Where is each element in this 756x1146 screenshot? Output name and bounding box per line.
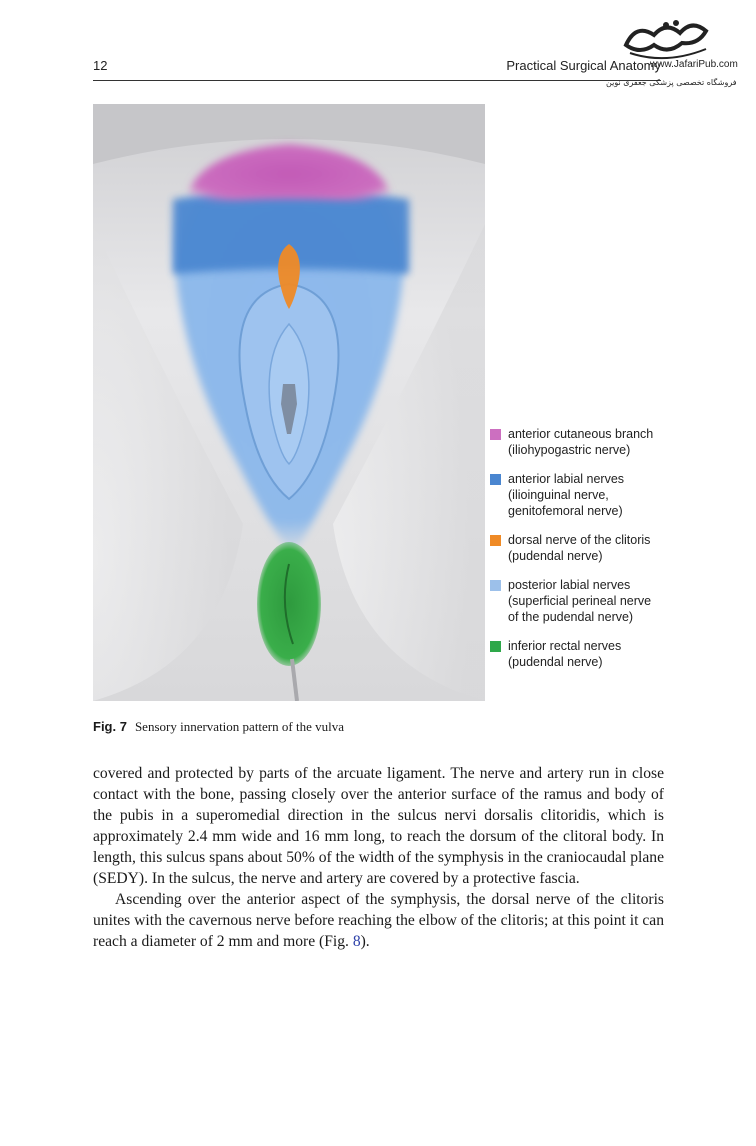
watermark-url: www.JafariPub.com bbox=[650, 59, 738, 70]
paragraph bbox=[93, 889, 664, 952]
vulva-innervation-illustration bbox=[93, 104, 485, 701]
legend-swatch-inferior-rectal bbox=[490, 641, 501, 652]
legend-swatch-anterior-cutaneous bbox=[490, 429, 501, 440]
legend-label: inferior rectal nerves (pudendal nerve) bbox=[508, 639, 622, 669]
paragraph-text: Ascending over the anterior aspect of the symphysis, the dorsal nerve of the clitoris unites with the cavernous nerve before reaching the elbow of the clitoris; at this point it can reach a diameter of 2 mm and more (Fig. bbox=[93, 891, 664, 950]
legend-item bbox=[490, 471, 690, 519]
legend-swatch-dorsal-clitoris bbox=[490, 535, 501, 546]
caption-text: Sensory innervation pattern of the vulva bbox=[134, 719, 344, 734]
publisher-watermark bbox=[606, 15, 738, 93]
figure-caption bbox=[93, 719, 344, 735]
running-title: Practical Surgical Anatomy bbox=[506, 58, 661, 73]
header-rule bbox=[93, 80, 661, 81]
legend-label: dorsal nerve of the clitoris (pudendal nerve) bbox=[508, 533, 651, 563]
legend-item bbox=[490, 638, 690, 670]
paragraph: covered and protected by parts of the arcuate ligament. The nerve and artery run in close contact with the bone, passing closely over the anterior surface of the ramus and body of the pubis in a superomedial direction in the sulcus nervi dorsalis clitoridis, which is approximately 2.4 mm wide and 16 mm long, to reach the dorsum of the clitoral body. In length, this sulcus spans about 50% of the width of the symphysis in the craniocaudal plane (SEDY). In the sulcus, the nerve and artery are covered by a protective fascia. bbox=[93, 765, 664, 887]
legend-label: posterior labial nerves (superficial perineal nerve of the pudendal nerve) bbox=[508, 578, 652, 624]
figure-legend bbox=[490, 426, 690, 670]
paragraph-text: ). bbox=[360, 933, 370, 950]
figure-label: Fig. 7 bbox=[93, 719, 127, 734]
legend-label: anterior cutaneous branch (iliohypogastric nerve) bbox=[508, 427, 654, 457]
publisher-logo-icon bbox=[606, 15, 716, 65]
legend-item bbox=[490, 426, 690, 458]
figure-reference-link[interactable]: 8 bbox=[352, 933, 361, 950]
watermark-subtitle: فروشگاه تخصصی پزشکی جعفری نوین bbox=[606, 78, 737, 87]
legend-label: anterior labial nerves (ilioinguinal nerve, genitofemoral nerve) bbox=[508, 472, 625, 518]
legend-item bbox=[490, 577, 690, 625]
legend-swatch-anterior-labial bbox=[490, 474, 501, 485]
body-text bbox=[93, 763, 664, 952]
legend-swatch-posterior-labial bbox=[490, 580, 501, 591]
legend-item bbox=[490, 532, 690, 564]
page-number: 12 bbox=[93, 58, 108, 73]
